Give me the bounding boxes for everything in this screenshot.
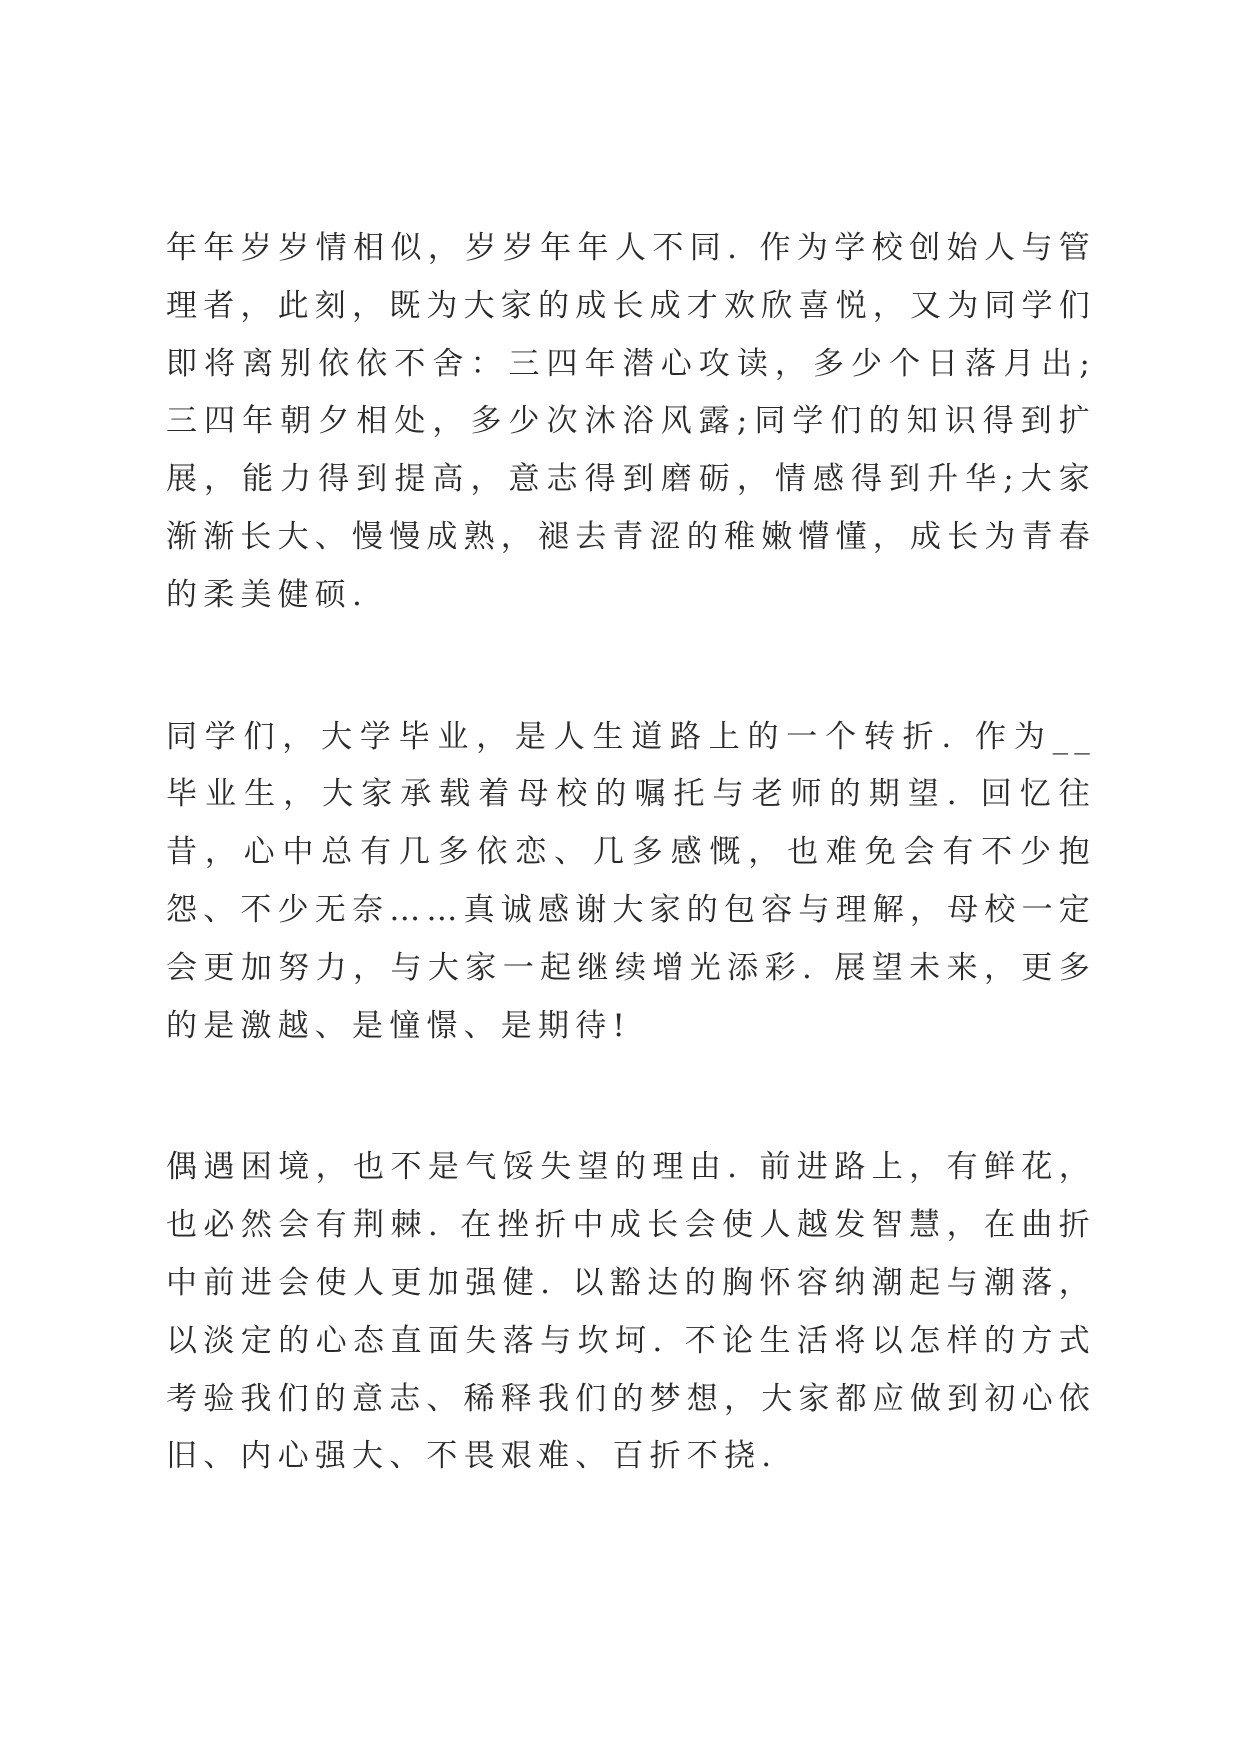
paragraph-overcoming-adversity: 偶遇困境，也不是气馁失望的理由. 前进路上，有鲜花，也必然会有荆棘. 在挫折中成长会使人越发智慧，在曲折中前进会使人更加强健. 以豁达的胸怀容纳潮起与潮落，以淡定的心态直面失落与坎坷. 不论生活将以怎样的方式考验我们的意志、稀释我们的梦想，大家都应做到初心依旧、内心强大、不畏艰难、百折不挠.: [166, 1149, 1096, 1475]
paragraph-graduation-reflection: 年年岁岁情相似，岁岁年年人不同. 作为学校创始人与管理者，此刻，既为大家的成长成才欢欣喜悦，又为同学们即将离别依依不舍：三四年潜心攻读，多少个日落月出;三四年朝夕相处，多少次沐浴风露;同学们的知识得到扩展，能力得到提高，意志得到磨砺，情感得到升华;大家渐渐长大、慢慢成熟，褪去青涩的稚嫩懵懂，成长为青春的柔美健硕.: [166, 230, 1096, 613]
paragraph-graduation-turning-point: 同学们，大学毕业，是人生道路上的一个转折. 作为__毕业生，大家承载着母校的嘱托与老师的期望. 回忆往昔，心中总有几多依恋、几多感慨，也难免会有不少抱怨、不少无奈……真诚感谢大家的包容与理解，母校一定会更加努力，与大家一起继续增光添彩. 展望未来，更多的是激越、是憧憬、是期待!: [166, 718, 1096, 1044]
document-body: [166, 220, 1096, 1486]
